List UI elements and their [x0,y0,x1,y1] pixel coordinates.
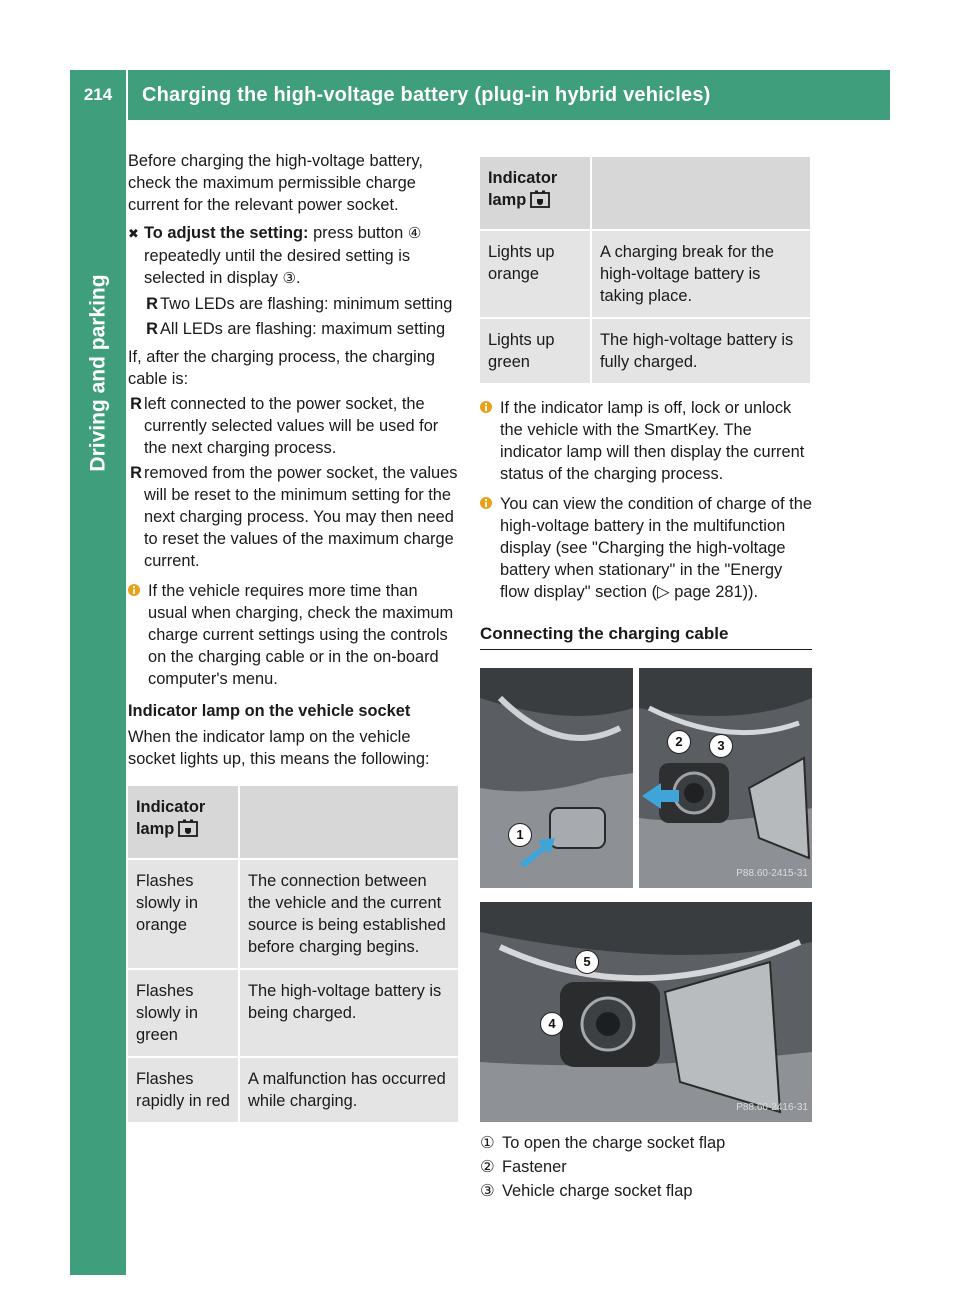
right-column [480,155,812,1202]
section-subheading: Indicator lamp on the vehicle socket [128,702,411,720]
photo-flap-closed [480,668,633,888]
table-row: Flashes slowly in orange The connection between the vehicle and the current source is being established before charging begins. [128,860,458,968]
page-ref-arrow-icon: ▷ [657,583,670,601]
instruction-step: ✖ To adjust the setting: press button ④ repeatedly until the desired setting is selected in display ③. R Two LEDs are flashing: minimum setting R All LEDs are flashing: maximum setting [128,222,460,340]
callout-1: 1 [508,823,532,847]
marker-3: ③ [282,270,296,287]
photo-flap-open [639,668,812,888]
after-charging-text: If, after the charging process, the charging cable is: [128,348,436,388]
table-header-empty [592,157,810,229]
left-column [128,150,460,1124]
marker-4: ④ [407,225,422,242]
subheading-text: When the indicator lamp on the vehicle socket lights up, this means the following: [128,728,430,768]
battery-plug-icon [530,190,550,208]
callout-2: 2 [667,730,691,754]
info-icon [480,497,492,509]
table-header: Indicator lamp [128,786,238,858]
section-heading: Connecting the charging cable [480,623,812,650]
battery-plug-icon [178,819,198,837]
callout-5: 5 [575,950,599,974]
list-item: R All LEDs are flashing: maximum setting [146,320,446,338]
car-rear-illustration [480,668,633,888]
list-item: R left connected to the power socket, the currently selected values will be used for the next charging process. [130,395,439,457]
charge-socket-illustration [639,668,812,888]
photo-socket-detail [480,902,812,1122]
legend-item: ① To open the charge socket flap [480,1134,726,1152]
table-header: Indicator lamp [480,157,590,229]
table-row: Lights up green The high-voltage battery is fully charged. [480,319,810,383]
info-icon [480,401,492,413]
list-item: R Two LEDs are flashing: minimum setting [146,295,453,313]
legend-item: ③ Vehicle charge socket flap [480,1182,693,1200]
info-note: You can view the condition of charge of the high-voltage battery in the multifunction display (see "Charging the high-voltage battery when stationary" in the "Energy flow display" section (▷ page 281)). [480,493,812,603]
photo-row-1 [480,668,812,888]
table-row: Flashes rapidly in red A malfunction has occurred while charging. [128,1058,458,1122]
info-note: If the indicator lamp is off, lock or unlock the vehicle with the SmartKey. The indicator lamp will then display the current status of the charging process. [480,397,812,485]
step-arrow-icon: ✖ [128,226,139,241]
info-icon [128,584,140,596]
indicator-table [126,784,460,1124]
table-row: Flashes slowly in green The high-voltage battery is being charged. [128,970,458,1056]
table-header-empty [240,786,458,858]
page-reference-link[interactable]: page 281 [669,583,743,601]
page-header [70,70,890,120]
intro-paragraph: Before charging the high-voltage battery, check the maximum permissible charge current for the relevant power socket. [128,152,423,214]
photo-code: P88.60-2416-31 [736,1102,808,1113]
callout-4: 4 [540,1012,564,1036]
page-title: Charging the high-voltage battery (plug-in hybrid vehicles) [142,83,711,106]
list-item: R removed from the power socket, the values will be reset to the minimum setting for the next charging process. You may then need to reset the values of the maximum charge current. [130,464,458,570]
legend-list [480,1132,812,1202]
photo-code: P88.60-2415-31 [736,868,808,879]
socket-detail-illustration [480,902,812,1122]
info-note: If the vehicle requires more time than usual when charging, check the maximum charge current settings using the controls on the charging cable or in the on-board computer's menu. [128,580,460,690]
callout-3: 3 [709,734,733,758]
sub-bullet-list [144,293,460,340]
page-number: 214 [70,70,128,120]
table-row: Lights up orange A charging break for the high-voltage battery is taking place. [480,231,810,317]
side-tab-label: Driving and parking [87,274,111,472]
legend-item: ② Fastener [480,1158,567,1176]
instruction-label: To adjust the setting: [144,224,309,242]
indicator-table-continued [478,155,812,385]
